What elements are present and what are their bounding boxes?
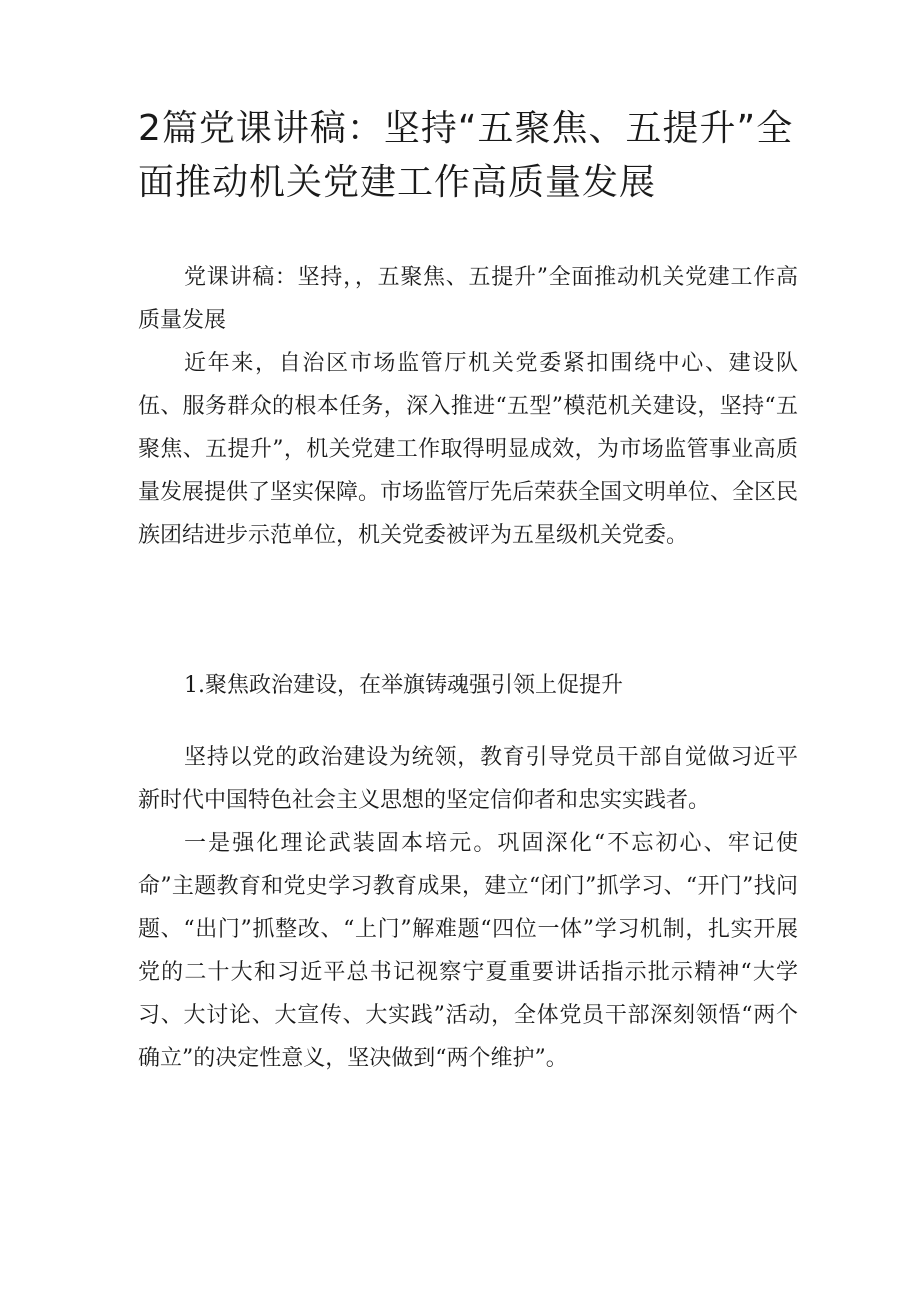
paragraph-point-1: 一是强化理论武装固本培元。巩固深化“不忘初心、牢记使命”主题教育和党史学习教育成果，建立“闭门”抓学习、“开门”找问题、“出门”抓整改、“上门”解难题“四位一体”学习机制，扎实开展党的二十大和习近平总书记视察宁夏重要讲话指示批示精神“大学习、大讨论、大宣传、大实践”活动，全体党员干部深刻领悟“两个确立”的决定性意义，坚决做到“两个维护”。 xyxy=(138,831,799,1071)
paragraph-intro: 近年来，自治区市场监管厅机关党委紧扣围绕中心、建设队伍、服务群众的根本任务，深入推进“五型”模范机关建设，坚持“五聚焦、五提升”，机关党建工作取得明显成效，为市场监管事业高质量发展提供了坚实保障。市场监管厅先后荣获全国文明单位、全区民族团结进步示范单位，机关党委被评为五星级机关党委。 xyxy=(138,351,799,548)
section-heading-1: 1.聚焦政治建设，在举旗铸魂强引领上促提升 xyxy=(184,673,623,698)
document-title: 2篇党课讲稿：坚持“五聚焦、五提升”全面推动机关党建工作高质量发展 xyxy=(138,108,794,203)
paragraph-subtitle: 党课讲稿：坚持，，五聚焦、五提升”全面推动机关党建工作高质量发展 xyxy=(138,265,798,333)
paragraph-section-1: 坚持以党的政治建设为统领，教育引导党员干部自觉做习近平新时代中国特色社会主义思想的坚定信仰者和忠实实践者。 xyxy=(138,745,798,813)
